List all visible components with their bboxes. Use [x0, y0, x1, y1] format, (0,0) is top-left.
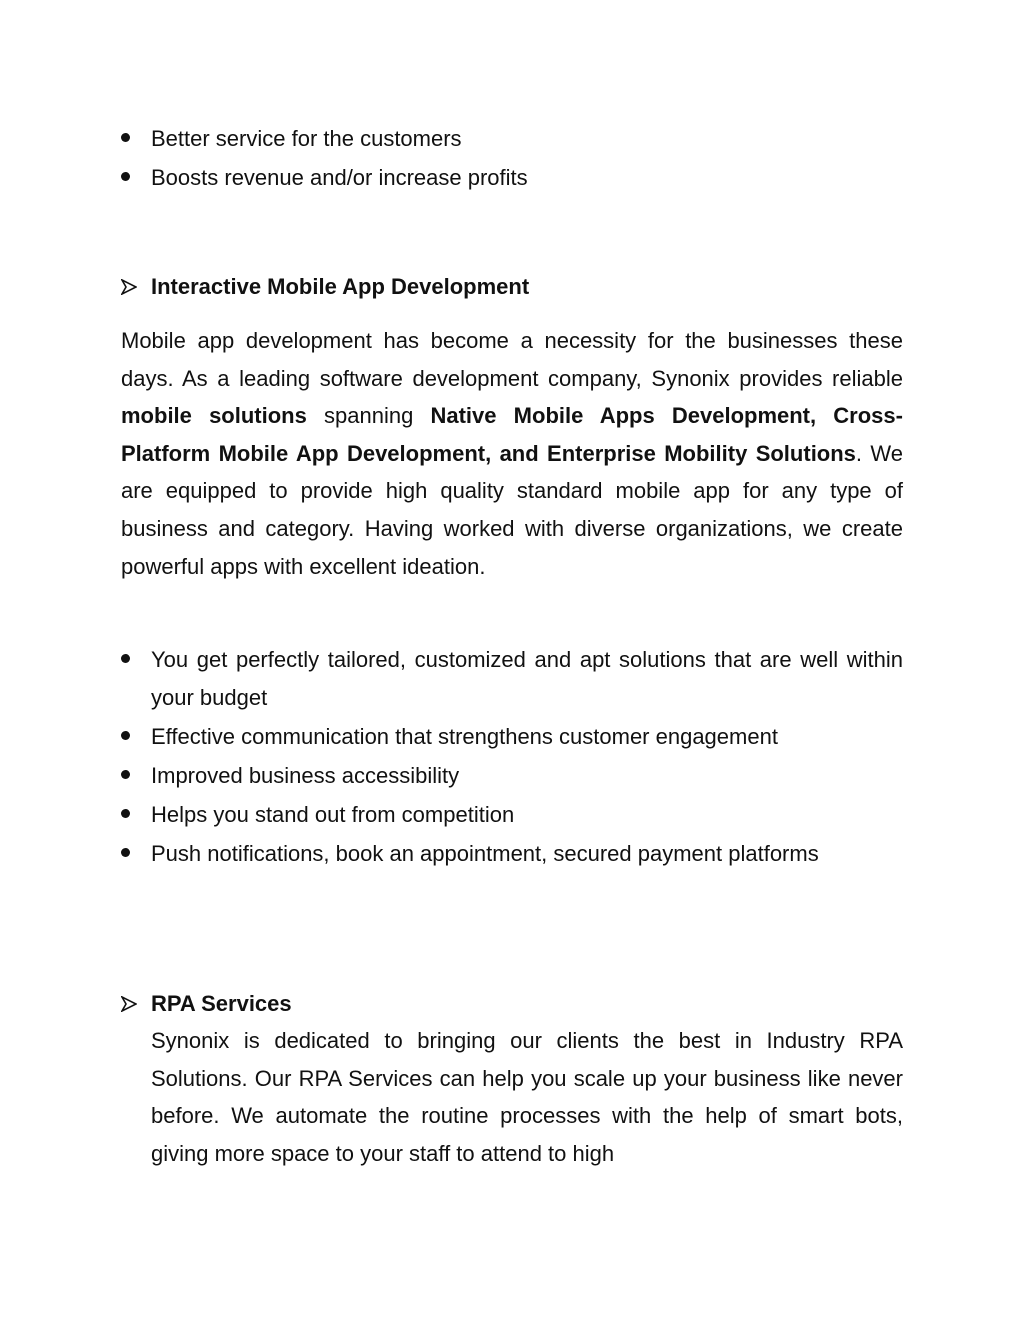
list-item	[121, 641, 903, 716]
bold-text: Native Mobile Apps Development, Cross-Platform Mobile App Development, and Enterprise Mobility Solutions	[121, 403, 903, 466]
bullet-icon	[121, 172, 130, 181]
list-item	[121, 796, 903, 834]
arrow-bullet-icon	[121, 996, 137, 1012]
bullet-icon	[121, 770, 130, 779]
top-bullet-list	[121, 120, 903, 198]
list-item-text: Better service for the customers	[151, 126, 462, 151]
list-item-text: Push notifications, book an appointment, secured payment platforms	[151, 840, 819, 866]
arrow-bullet-icon	[121, 279, 137, 295]
bullet-icon	[121, 654, 130, 663]
list-item	[121, 718, 903, 756]
bullet-icon	[121, 731, 130, 740]
bullet-icon	[121, 848, 130, 857]
section-title: Interactive Mobile App Development	[151, 274, 530, 299]
list-item	[121, 757, 903, 795]
bullet-icon	[121, 133, 130, 142]
list-item-text: Helps you stand out from competition	[151, 801, 515, 827]
section-heading-mobile	[121, 268, 903, 305]
paragraph-text: . We are equipped to provide high quality standard mobile app for any type of business and category. Having worked with diverse organizations, we create powerful apps with excellent ideation.	[121, 440, 904, 579]
paragraph-text: Synonix is dedicated to bringing our clients the best in Industry RPA Solutions. Our RPA Services can help you scale up your business like never before. We automate the routine processes with the help of smart bots, giving more space to your staff to attend to high	[151, 1028, 903, 1166]
list-item-text: Improved business accessibility	[151, 762, 460, 788]
bullet-icon	[121, 809, 130, 818]
list-item-text: Boosts revenue and/or increase profits	[151, 165, 528, 191]
list-item	[121, 835, 903, 873]
list-item-text: Effective communication that strengthens customer engagement	[151, 723, 778, 749]
paragraph-text: Mobile app development has become a necessity for the businesses these days. As a leading software development company, Synonix provides reliable	[121, 328, 903, 391]
paragraph-text: spanning	[306, 403, 431, 429]
section-title: RPA Services	[151, 991, 292, 1016]
section-heading-rpa	[121, 985, 903, 1022]
rpa-paragraph	[151, 1022, 903, 1172]
list-item	[121, 120, 903, 158]
list-item-text: You get perfectly tailored, customized and apt solutions that are well within your budget	[151, 647, 903, 710]
mobile-bullet-list	[121, 641, 903, 874]
mobile-paragraph	[121, 322, 903, 585]
bold-text: mobile solutions	[121, 403, 307, 429]
list-item	[121, 159, 903, 197]
